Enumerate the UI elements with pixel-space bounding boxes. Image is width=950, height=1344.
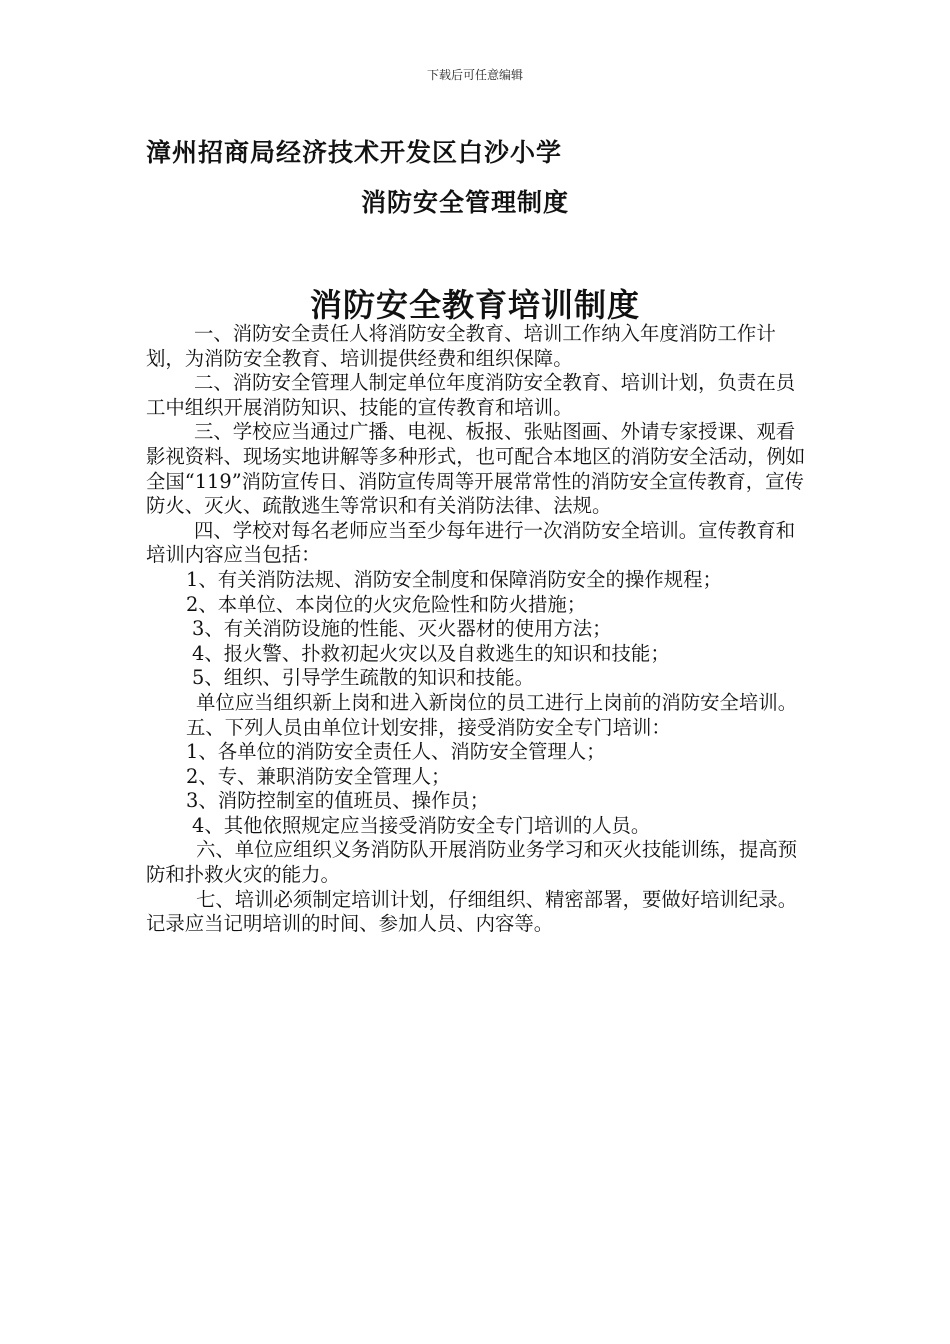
document-title: 消防安全教育培训制度	[309, 286, 640, 324]
policy-title: 消防安全管理制度	[361, 188, 570, 217]
list-item: 1、各单位的消防安全责任人、消防安全管理人；	[186, 740, 606, 764]
list-item: 3、有关消防设施的性能、灭火器材的使用方法；	[192, 617, 612, 641]
list-item: 4、报火警、扑救初起火灾以及自救逃生的知识和技能；	[192, 641, 670, 665]
list-item: 3、消防控制室的值班员、操作员；	[186, 789, 490, 813]
list-item: 1、有关消防法规、消防安全制度和保障消防安全的操作规程；	[186, 567, 722, 591]
list-item: 5、组织、引导学生疏散的知识和技能。	[192, 666, 534, 690]
header-note: 下载后可任意编辑	[426, 68, 523, 82]
paragraph-6: 六、单位应组织义务消防队开展消防业务学习和灭火技能训练，提高预防和扑救火灾的能力。	[146, 838, 798, 887]
paragraph-5: 五、下列人员由单位计划安排，接受消防安全专门培训：	[186, 715, 671, 739]
paragraph-4-note: 单位应当组织新上岗和进入新岗位的员工进行上岗前的消防安全培训。	[196, 690, 798, 714]
paragraph-7: 七、培训必须制定培训计划，仔细组织、精密部署，要做好培训纪录。记录应当记明培训的时间、参加人员、内容等。	[146, 887, 798, 936]
list-item: 2、专、兼职消防安全管理人；	[186, 764, 451, 788]
paragraph-1: 一、消防安全责任人将消防安全教育、培训工作纳入年度消防工作计划，为消防安全教育、培训提供经费和组织保障。	[146, 322, 776, 370]
school-title: 漳州招商局经济技术开发区白沙小学	[146, 138, 563, 167]
list-item: 4、其他依照规定应当接受消防安全专门培训的人员。	[192, 813, 651, 837]
document-body	[146, 322, 810, 937]
paragraph-2: 二、消防安全管理人制定单位年度消防安全教育、培训计划，负责在员工中组织开展消防知识、技能的宣传教育和培训。	[146, 371, 796, 419]
paragraph-3: 三、学校应当通过广播、电视、板报、张贴图画、外请专家授课、观看影视资料、现场实地讲解等多种形式，也可配合本地区的消防安全活动，例如全国“119”消防宣传日、消防宣传周等开展常常性的消防安全宣传教育，宣传防火、灭火、疏散逃生等常识和有关消防法律、法规。	[146, 420, 806, 518]
list-item: 2、本单位、本岗位的火灾危险性和防火措施；	[186, 592, 587, 616]
paragraph-4: 四、学校对每名老师应当至少每年进行一次消防安全培训。宣传教育和培训内容应当包括：	[146, 518, 796, 567]
